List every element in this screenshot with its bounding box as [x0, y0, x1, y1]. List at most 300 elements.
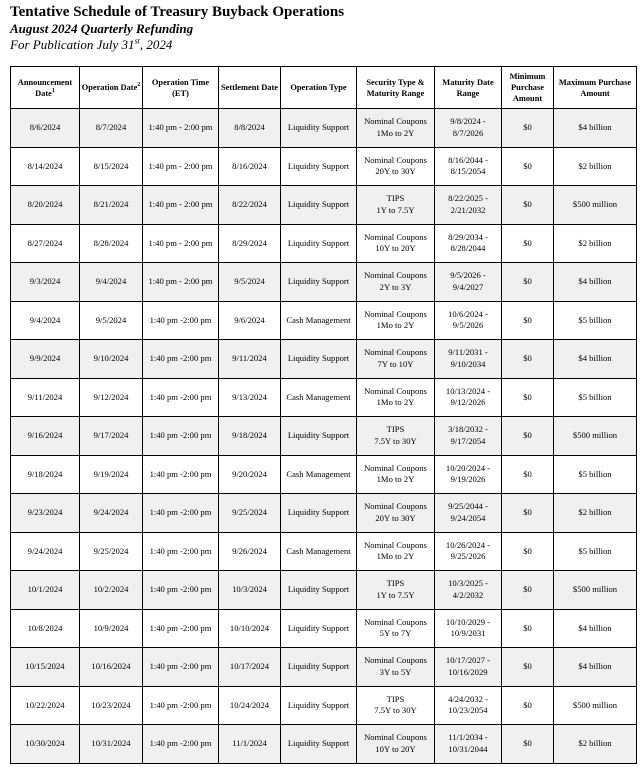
maturity-date-range-cell	[435, 494, 502, 533]
operation-time-text: 1:40 pm - 2:00 pm	[148, 237, 213, 248]
maturity-date-range-cell	[435, 263, 502, 302]
publication-date-prefix: For Publication July 31	[10, 37, 135, 52]
maturity-date-range-cell-text: 4/24/2032 -	[448, 693, 488, 704]
security-type-cell-text: 1Y to 7.5Y	[376, 589, 415, 600]
security-type-cell-text: 7Y to 10Y	[377, 358, 414, 369]
announcement-date-text: 9/23/2024	[27, 507, 63, 517]
operation-date-text: 9/17/2024	[93, 430, 129, 440]
operation-type-text: Liquidity Support	[287, 237, 350, 248]
operation-date-text: 10/16/2024	[91, 661, 131, 671]
column-header	[80, 67, 143, 109]
minimum-purchase-amount-text: $0	[523, 507, 532, 517]
settlement-date	[219, 340, 281, 379]
maximum-purchase-amount-text: $4 billion	[578, 661, 612, 671]
maturity-date-range-cell-text: 8/16/2044 -	[448, 154, 488, 165]
operation-time	[143, 263, 219, 302]
security-type-cell-text: TIPS	[386, 693, 405, 704]
minimum-purchase-amount-text: $0	[523, 122, 532, 132]
maturity-date-range-cell-text: 9/25/2044 -	[448, 501, 488, 512]
announcement-date	[11, 301, 80, 340]
settlement-date	[219, 263, 281, 302]
settlement-date-text: 11/1/2024	[232, 738, 267, 748]
maturity-date-range-cell-text: 9/5/2026	[452, 320, 484, 331]
settlement-date-text: 8/8/2024	[234, 122, 265, 132]
security-type-cell-text: 10Y to 20Y	[375, 743, 416, 754]
maturity-date-range-cell-text: 10/3/2025 -	[448, 578, 488, 589]
minimum-purchase-amount-text: $0	[523, 468, 532, 479]
operation-type	[281, 224, 357, 263]
operation-date	[80, 301, 143, 340]
security-type-cell-text: Nominal Coupons	[364, 385, 427, 396]
security-type-cell	[357, 301, 435, 340]
column-header-label: Operation Date	[81, 83, 138, 92]
minimum-purchase-amount	[502, 609, 554, 648]
settlement-date-text: 8/22/2024	[232, 199, 267, 209]
table-header-row	[11, 67, 637, 109]
minimum-purchase-amount-text: $0	[523, 584, 532, 594]
announcement-date	[11, 263, 80, 302]
security-type-cell-text: Nominal Coupons	[364, 116, 427, 127]
minimum-purchase-amount	[502, 648, 554, 687]
operation-time	[143, 109, 219, 148]
maturity-date-range-cell-text: 9/8/2024 -	[450, 116, 486, 127]
maximum-purchase-amount	[554, 417, 637, 456]
operation-date	[80, 186, 143, 225]
security-type-cell-text: Nominal Coupons	[364, 501, 427, 512]
security-type-cell-text: Nominal Coupons	[364, 308, 427, 319]
minimum-purchase-amount-text: $0	[523, 430, 532, 440]
maximum-purchase-amount-text: $500 million	[572, 699, 618, 710]
operation-type-text: Liquidity Support	[287, 507, 350, 517]
security-type-cell-text: 20Y to 30Y	[375, 166, 416, 177]
operation-type	[281, 571, 357, 610]
column-header-label: Maturity Date Range	[442, 77, 494, 98]
minimum-purchase-amount-text: $0	[523, 661, 532, 671]
maximum-purchase-amount	[554, 186, 637, 225]
maturity-date-range-cell-text: 9/17/2054	[450, 435, 486, 446]
maturity-date-range-cell-text: 10/31/2044	[448, 743, 488, 754]
maturity-date-range-cell-text: 10/13/2024 -	[445, 385, 491, 396]
security-type-cell-text: 1Mo to 2Y	[376, 320, 415, 331]
operation-type	[281, 725, 357, 764]
security-type-cell-text: Nominal Coupons	[364, 616, 427, 627]
announcement-date-text: 10/8/2024	[27, 622, 63, 633]
security-type-cell-text: 1Mo to 2Y	[376, 551, 415, 562]
settlement-date	[219, 686, 281, 725]
security-type-cell-text: 1Mo to 2Y	[376, 474, 415, 485]
footnote-marker: 1	[51, 87, 55, 94]
operation-date-text: 9/5/2024	[95, 314, 127, 325]
operation-time	[143, 648, 219, 687]
maturity-date-range-cell-text: 10/16/2029	[448, 666, 488, 677]
settlement-date	[219, 147, 281, 186]
operation-type-text: Cash Management	[286, 468, 351, 479]
table-row	[11, 147, 637, 186]
maturity-date-range-cell-text: 10/23/2054	[448, 705, 488, 716]
table-row	[11, 571, 637, 610]
minimum-purchase-amount-text: $0	[523, 314, 532, 325]
maximum-purchase-amount-text: $5 billion	[578, 468, 612, 479]
operation-time	[143, 725, 219, 764]
minimum-purchase-amount-text: $0	[523, 622, 532, 633]
operation-date	[80, 263, 143, 302]
minimum-purchase-amount-text: $0	[523, 391, 532, 402]
settlement-date	[219, 109, 281, 148]
announcement-date	[11, 532, 80, 571]
maximum-purchase-amount-text: $2 billion	[578, 160, 612, 171]
operation-time-text: 1:40 pm -2:00 pm	[149, 353, 212, 363]
settlement-date	[219, 609, 281, 648]
announcement-date-text: 9/18/2024	[27, 468, 63, 479]
operation-date-text: 9/19/2024	[93, 468, 129, 479]
operation-type	[281, 532, 357, 571]
minimum-purchase-amount	[502, 340, 554, 379]
publication-date-ordinal: st	[134, 36, 140, 46]
operation-date-text: 8/28/2024	[93, 237, 129, 248]
maturity-date-range-cell-text: 10/6/2024 -	[448, 308, 488, 319]
minimum-purchase-amount	[502, 186, 554, 225]
operation-type	[281, 263, 357, 302]
maximum-purchase-amount	[554, 455, 637, 494]
table-row	[11, 725, 637, 764]
settlement-date-text: 10/17/2024	[229, 661, 270, 671]
operation-time-text: 1:40 pm - 2:00 pm	[148, 199, 213, 209]
announcement-date-text: 9/11/2024	[27, 391, 63, 402]
column-header	[502, 67, 554, 109]
operation-time	[143, 455, 219, 494]
operation-type	[281, 340, 357, 379]
column-header	[435, 67, 502, 109]
maximum-purchase-amount	[554, 378, 637, 417]
operation-type	[281, 648, 357, 687]
announcement-date	[11, 494, 80, 533]
minimum-purchase-amount	[502, 109, 554, 148]
security-type-cell-text: TIPS	[386, 424, 405, 435]
operation-date-text: 8/21/2024	[93, 199, 129, 209]
operation-time-text: 1:40 pm -2:00 pm	[149, 738, 212, 748]
maximum-purchase-amount-text: $5 billion	[578, 314, 612, 325]
security-type-cell	[357, 263, 435, 302]
minimum-purchase-amount-text: $0	[523, 160, 532, 171]
operation-time-text: 1:40 pm - 2:00 pm	[148, 160, 213, 171]
announcement-date	[11, 417, 80, 456]
maturity-date-range-cell	[435, 109, 502, 148]
maturity-date-range-cell-text: 8/28/2044	[450, 243, 486, 254]
minimum-purchase-amount-text: $0	[523, 699, 532, 710]
operation-time	[143, 609, 219, 648]
maturity-date-range-cell-text: 8/29/2034 -	[448, 231, 488, 242]
announcement-date-text: 8/6/2024	[29, 122, 61, 132]
maturity-date-range-cell-text: 9/4/2027	[452, 281, 484, 292]
operation-date-text: 9/25/2024	[93, 545, 129, 556]
announcement-date	[11, 147, 80, 186]
operation-time	[143, 494, 219, 533]
table-row	[11, 224, 637, 263]
operation-date	[80, 147, 143, 186]
table-row	[11, 109, 637, 148]
security-type-cell-text: 1Mo to 2Y	[376, 397, 415, 408]
maximum-purchase-amount-text: $2 billion	[578, 507, 612, 517]
announcement-date-text: 9/9/2024	[29, 353, 61, 363]
maximum-purchase-amount-text: $2 billion	[578, 237, 612, 248]
announcement-date	[11, 686, 80, 725]
security-type-cell-text: Nominal Coupons	[364, 462, 427, 473]
announcement-date	[11, 725, 80, 764]
table-row	[11, 301, 637, 340]
settlement-date-text: 9/6/2024	[234, 314, 265, 325]
announcement-date-text: 10/30/2024	[25, 738, 65, 748]
minimum-purchase-amount	[502, 532, 554, 571]
operation-type-text: Liquidity Support	[287, 699, 350, 710]
operation-date-text: 9/10/2024	[93, 353, 129, 363]
maturity-date-range-cell	[435, 378, 502, 417]
table-row	[11, 263, 637, 302]
security-type-cell-text: 1Mo to 2Y	[376, 127, 415, 138]
operation-time	[143, 417, 219, 456]
table-row	[11, 609, 637, 648]
maturity-date-range-cell-text: 9/11/2031 -	[448, 347, 488, 358]
operation-date	[80, 609, 143, 648]
minimum-purchase-amount	[502, 494, 554, 533]
operation-type-text: Liquidity Support	[287, 584, 350, 594]
column-header-label: Operation Time (ET)	[151, 77, 210, 98]
security-type-cell	[357, 609, 435, 648]
operation-type	[281, 147, 357, 186]
table-body	[11, 109, 637, 764]
maximum-purchase-amount	[554, 147, 637, 186]
maturity-date-range-cell-text: 10/10/2029 -	[445, 616, 491, 627]
operation-date	[80, 417, 143, 456]
maximum-purchase-amount	[554, 571, 637, 610]
maximum-purchase-amount-text: $4 billion	[578, 622, 612, 633]
maturity-date-range-cell-text: 9/10/2034	[450, 358, 486, 369]
operation-date	[80, 455, 143, 494]
operation-type-text: Liquidity Support	[287, 738, 350, 748]
operation-time-text: 1:40 pm -2:00 pm	[149, 507, 212, 517]
security-type-cell	[357, 109, 435, 148]
security-type-cell	[357, 340, 435, 379]
table-row	[11, 340, 637, 379]
security-type-cell-text: 10Y to 20Y	[375, 243, 416, 254]
maturity-date-range-cell	[435, 224, 502, 263]
maturity-date-range-cell-text: 9/12/2026	[450, 397, 486, 408]
settlement-date	[219, 417, 281, 456]
table-row	[11, 686, 637, 725]
minimum-purchase-amount	[502, 417, 554, 456]
operation-type-text: Liquidity Support	[287, 622, 350, 633]
security-type-cell-text: Nominal Coupons	[364, 732, 427, 743]
operation-time-text: 1:40 pm -2:00 pm	[149, 584, 212, 594]
operation-type	[281, 301, 357, 340]
security-type-cell	[357, 725, 435, 764]
maturity-date-range-cell	[435, 186, 502, 225]
maximum-purchase-amount	[554, 686, 637, 725]
announcement-date-text: 10/1/2024	[27, 584, 63, 594]
security-type-cell-text: Nominal Coupons	[364, 539, 427, 550]
operation-type-text: Liquidity Support	[287, 430, 350, 440]
maturity-date-range-cell-text: 10/17/2027 -	[445, 655, 491, 666]
maximum-purchase-amount	[554, 301, 637, 340]
column-header	[357, 67, 435, 109]
security-type-cell-text: Nominal Coupons	[364, 154, 427, 165]
operation-type	[281, 417, 357, 456]
minimum-purchase-amount-text: $0	[523, 276, 532, 286]
table-row	[11, 532, 637, 571]
maturity-date-range-cell-text: 11/1/2034 -	[448, 732, 488, 743]
maximum-purchase-amount-text: $4 billion	[578, 276, 612, 286]
security-type-cell	[357, 686, 435, 725]
announcement-date	[11, 109, 80, 148]
announcement-date-text: 9/3/2024	[29, 276, 61, 286]
settlement-date-text: 10/24/2024	[229, 699, 270, 710]
operation-time	[143, 340, 219, 379]
security-type-cell	[357, 532, 435, 571]
settlement-date-text: 9/25/2024	[232, 507, 267, 517]
settlement-date-text: 9/5/2024	[234, 276, 265, 286]
operation-time	[143, 224, 219, 263]
table-row	[11, 648, 637, 687]
table-row	[11, 417, 637, 456]
operation-date	[80, 378, 143, 417]
announcement-date-text: 8/14/2024	[27, 160, 63, 171]
column-header-label: Minimum Purchase Amount	[509, 72, 546, 103]
announcement-date-text: 9/4/2024	[29, 314, 61, 325]
column-header-label: Announcement Date	[17, 77, 73, 98]
operation-time	[143, 532, 219, 571]
settlement-date-text: 9/18/2024	[232, 430, 267, 440]
settlement-date	[219, 186, 281, 225]
announcement-date-text: 8/27/2024	[27, 237, 63, 248]
operation-type	[281, 109, 357, 148]
column-header-label: Maximum Purchase Amount	[558, 77, 632, 98]
maximum-purchase-amount-text: $2 billion	[578, 738, 612, 748]
column-header	[554, 67, 637, 109]
security-type-cell	[357, 417, 435, 456]
security-type-cell-text: Nominal Coupons	[364, 347, 427, 358]
maximum-purchase-amount-text: $500 million	[572, 430, 618, 440]
maturity-date-range-cell	[435, 455, 502, 494]
operation-type-text: Cash Management	[286, 391, 351, 402]
buyback-schedule-table	[10, 66, 637, 764]
security-type-cell	[357, 147, 435, 186]
operation-type-text: Liquidity Support	[287, 199, 350, 209]
operation-type	[281, 609, 357, 648]
operation-date	[80, 686, 143, 725]
announcement-date	[11, 340, 80, 379]
table-row	[11, 494, 637, 533]
settlement-date-text: 10/10/2024	[229, 622, 270, 633]
operation-time-text: 1:40 pm -2:00 pm	[149, 430, 212, 440]
operation-type	[281, 686, 357, 725]
table-row	[11, 378, 637, 417]
maturity-date-range-cell	[435, 147, 502, 186]
minimum-purchase-amount	[502, 378, 554, 417]
operation-time-text: 1:40 pm - 2:00 pm	[148, 276, 213, 286]
publication-date	[10, 36, 172, 53]
maturity-date-range-cell-text: 8/15/2054	[450, 166, 486, 177]
operation-type	[281, 494, 357, 533]
settlement-date-text: 10/3/2024	[232, 584, 267, 594]
security-type-cell-text: Nominal Coupons	[364, 655, 427, 666]
maximum-purchase-amount-text: $4 billion	[578, 122, 612, 132]
operation-date	[80, 224, 143, 263]
maximum-purchase-amount	[554, 609, 637, 648]
security-type-cell	[357, 224, 435, 263]
operation-type-text: Cash Management	[286, 545, 351, 556]
table-row	[11, 186, 637, 225]
operation-time-text: 1:40 pm -2:00 pm	[149, 699, 212, 710]
settlement-date	[219, 224, 281, 263]
security-type-cell	[357, 378, 435, 417]
maturity-date-range-cell	[435, 532, 502, 571]
maximum-purchase-amount	[554, 224, 637, 263]
maturity-date-range-cell-text: 2/21/2032	[450, 204, 486, 215]
operation-date-text: 9/4/2024	[95, 276, 127, 286]
announcement-date	[11, 224, 80, 263]
operation-time	[143, 686, 219, 725]
operation-time	[143, 147, 219, 186]
minimum-purchase-amount	[502, 455, 554, 494]
maturity-date-range-cell	[435, 571, 502, 610]
operation-time	[143, 571, 219, 610]
operation-date	[80, 340, 143, 379]
operation-time-text: 1:40 pm - 2:00 pm	[148, 122, 213, 132]
settlement-date	[219, 532, 281, 571]
settlement-date	[219, 301, 281, 340]
settlement-date-text: 9/11/2024	[232, 353, 267, 363]
maturity-date-range-cell-text: 9/19/2026	[450, 474, 486, 485]
page-subtitle: August 2024 Quarterly Refunding	[10, 21, 194, 36]
operation-date	[80, 532, 143, 571]
operation-date	[80, 109, 143, 148]
operation-time-text: 1:40 pm -2:00 pm	[149, 468, 212, 479]
operation-type-text: Liquidity Support	[287, 661, 350, 671]
minimum-purchase-amount-text: $0	[523, 353, 532, 363]
operation-date-text: 10/2/2024	[93, 584, 129, 594]
minimum-purchase-amount	[502, 725, 554, 764]
column-header	[11, 67, 80, 109]
maximum-purchase-amount	[554, 494, 637, 533]
maximum-purchase-amount-text: $500 million	[572, 199, 618, 209]
operation-time	[143, 301, 219, 340]
settlement-date-text: 9/13/2024	[232, 391, 267, 402]
operation-type-text: Cash Management	[286, 314, 351, 325]
footnote-marker: 2	[137, 82, 141, 89]
settlement-date	[219, 494, 281, 533]
security-type-cell-text: Nominal Coupons	[364, 231, 427, 242]
operation-time-text: 1:40 pm -2:00 pm	[149, 545, 212, 556]
maturity-date-range-cell-text: 10/26/2024 -	[445, 539, 491, 550]
settlement-date	[219, 455, 281, 494]
operation-time-text: 1:40 pm -2:00 pm	[149, 661, 212, 671]
announcement-date-text: 8/20/2024	[27, 199, 63, 209]
maximum-purchase-amount-text: $5 billion	[578, 391, 612, 402]
maturity-date-range-cell	[435, 417, 502, 456]
security-type-cell	[357, 571, 435, 610]
publication-date-suffix: , 2024	[139, 37, 173, 52]
minimum-purchase-amount	[502, 571, 554, 610]
maximum-purchase-amount-text: $500 million	[572, 584, 618, 594]
security-type-cell-text: 2Y to 3Y	[379, 281, 412, 292]
operation-date-text: 10/31/2024	[91, 738, 131, 748]
security-type-cell-text: 3Y to 5Y	[379, 666, 412, 677]
announcement-date	[11, 378, 80, 417]
table-row	[11, 455, 637, 494]
maximum-purchase-amount-text: $4 billion	[578, 353, 612, 363]
maturity-date-range-cell-text: 10/9/2031	[450, 628, 486, 639]
minimum-purchase-amount-text: $0	[523, 738, 532, 748]
operation-date-text: 8/7/2024	[95, 122, 127, 132]
